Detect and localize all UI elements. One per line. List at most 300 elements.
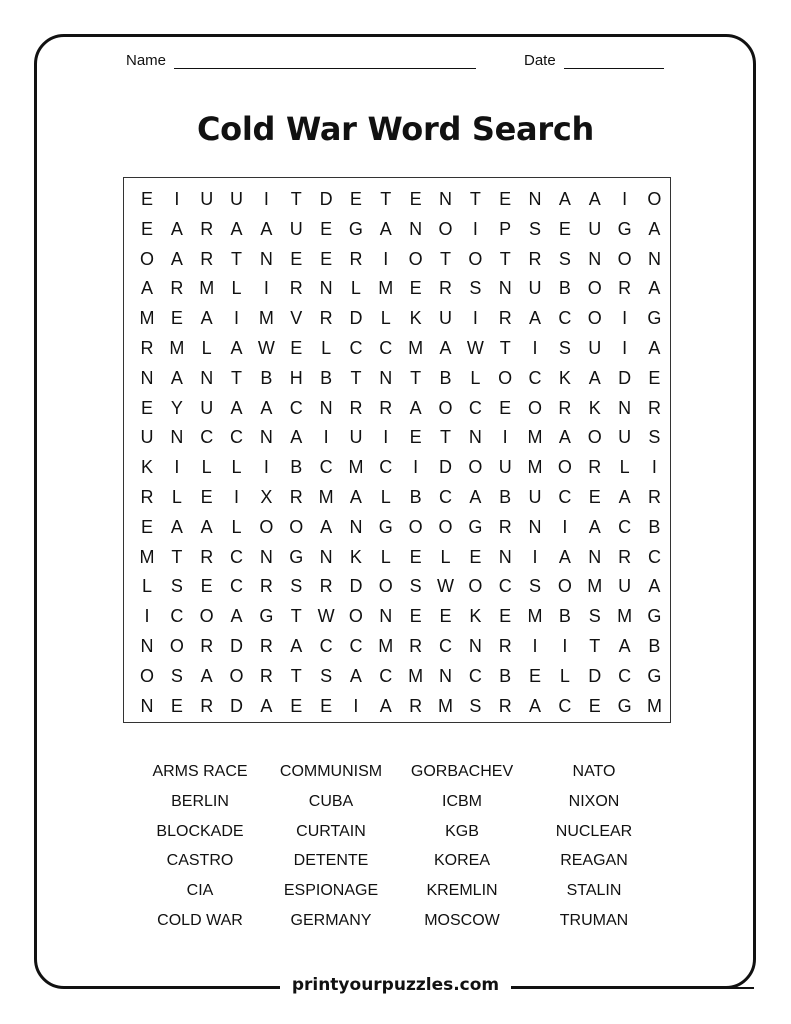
grid-letter[interactable]: N xyxy=(439,665,452,686)
grid-letter[interactable]: D xyxy=(439,457,452,478)
grid-letter[interactable]: E xyxy=(469,546,482,567)
grid-letter[interactable]: B xyxy=(558,606,571,627)
grid-letter[interactable]: L xyxy=(350,278,361,299)
grid-letter[interactable]: U xyxy=(439,308,452,329)
grid-letter[interactable]: L xyxy=(619,457,630,478)
grid-letter[interactable]: E xyxy=(409,278,422,299)
grid-letter[interactable]: A xyxy=(230,338,243,358)
grid-letter[interactable]: E xyxy=(588,695,601,716)
grid-letter[interactable]: I xyxy=(472,218,478,239)
grid-letter[interactable]: A xyxy=(290,427,303,448)
grid-letter[interactable]: T xyxy=(231,248,243,269)
grid-letter[interactable]: R xyxy=(439,278,452,299)
grid-letter[interactable]: C xyxy=(379,665,393,686)
grid-letter[interactable]: C xyxy=(439,636,452,656)
grid-letter[interactable]: A xyxy=(170,516,183,537)
grid-letter[interactable]: R xyxy=(379,397,393,418)
grid-letter[interactable]: L xyxy=(321,338,332,358)
grid-letter[interactable]: R xyxy=(409,636,423,656)
grid-letter[interactable]: O xyxy=(587,308,602,329)
grid-letter[interactable]: B xyxy=(439,367,452,388)
grid-letter[interactable]: U xyxy=(618,576,632,597)
grid-letter[interactable]: I xyxy=(383,427,389,448)
grid-letter[interactable]: N xyxy=(588,248,602,269)
grid-letter[interactable]: N xyxy=(379,606,393,627)
grid-letter[interactable]: O xyxy=(468,457,483,478)
grid-letter[interactable]: N xyxy=(379,367,393,388)
grid-letter[interactable]: M xyxy=(617,606,633,627)
grid-letter[interactable]: R xyxy=(647,487,661,507)
grid-letter[interactable]: U xyxy=(230,189,244,209)
grid-letter[interactable]: O xyxy=(139,248,154,269)
grid-letter[interactable]: U xyxy=(618,427,632,448)
grid-letter[interactable]: U xyxy=(588,218,602,239)
grid-letter[interactable]: R xyxy=(528,248,542,269)
grid-letter[interactable]: D xyxy=(230,636,244,656)
grid-letter[interactable]: U xyxy=(200,189,214,209)
grid-letter[interactable]: D xyxy=(349,576,363,597)
grid-letter[interactable]: V xyxy=(290,308,303,329)
grid-letter[interactable]: C xyxy=(379,457,393,478)
grid-letter[interactable]: O xyxy=(139,665,154,686)
grid-letter[interactable]: I xyxy=(562,636,568,656)
grid-letter[interactable]: N xyxy=(528,189,542,209)
grid-letter[interactable]: A xyxy=(558,427,571,448)
grid-letter[interactable]: G xyxy=(617,218,632,239)
grid-letter[interactable]: L xyxy=(380,487,391,507)
grid-letter[interactable]: E xyxy=(409,546,422,567)
grid-letter[interactable]: A xyxy=(260,695,273,716)
grid-letter[interactable]: B xyxy=(260,367,273,388)
grid-letter[interactable]: A xyxy=(648,338,661,358)
grid-letter[interactable]: B xyxy=(499,487,512,507)
grid-letter[interactable]: A xyxy=(230,218,243,239)
grid-letter[interactable]: A xyxy=(349,487,362,507)
grid-letter[interactable]: E xyxy=(140,516,153,537)
grid-letter[interactable]: E xyxy=(558,218,571,239)
grid-letter[interactable]: T xyxy=(231,367,243,388)
grid-letter[interactable]: U xyxy=(528,487,542,507)
grid-letter[interactable]: X xyxy=(260,487,273,507)
grid-letter[interactable]: D xyxy=(588,665,602,686)
grid-letter[interactable]: C xyxy=(200,427,214,448)
grid-letter[interactable]: G xyxy=(647,308,662,329)
grid-letter[interactable]: R xyxy=(409,695,423,716)
grid-letter[interactable]: L xyxy=(231,457,242,478)
grid-letter[interactable]: N xyxy=(588,546,602,567)
grid-letter[interactable]: G xyxy=(647,665,662,686)
grid-letter[interactable]: R xyxy=(647,397,661,418)
grid-letter[interactable]: C xyxy=(289,397,303,418)
grid-letter[interactable]: R xyxy=(200,248,214,269)
grid-letter[interactable]: C xyxy=(319,636,333,656)
grid-letter[interactable]: B xyxy=(558,278,571,299)
grid-letter[interactable]: T xyxy=(290,606,302,627)
grid-letter[interactable]: N xyxy=(468,427,482,448)
grid-letter[interactable]: M xyxy=(139,546,155,567)
grid-letter[interactable]: C xyxy=(439,487,452,507)
grid-letter[interactable]: I xyxy=(532,546,538,567)
grid-letter[interactable]: S xyxy=(170,665,183,686)
grid-letter[interactable]: O xyxy=(557,576,572,597)
grid-letter[interactable]: E xyxy=(290,248,303,269)
grid-letter[interactable]: G xyxy=(468,516,483,537)
grid-letter[interactable]: L xyxy=(470,367,481,388)
grid-letter[interactable]: C xyxy=(230,576,244,597)
grid-letter[interactable]: C xyxy=(528,367,542,388)
grid-letter[interactable]: U xyxy=(588,338,602,358)
grid-letter[interactable]: N xyxy=(498,278,512,299)
grid-letter[interactable]: N xyxy=(319,546,333,567)
grid-letter[interactable]: E xyxy=(170,695,183,716)
grid-letter[interactable]: R xyxy=(498,308,512,329)
grid-letter[interactable]: G xyxy=(259,606,274,627)
grid-letter[interactable]: W xyxy=(317,606,335,627)
grid-letter[interactable]: M xyxy=(408,338,424,358)
grid-letter[interactable]: R xyxy=(200,695,214,716)
grid-letter[interactable]: E xyxy=(499,189,512,209)
grid-letter[interactable]: C xyxy=(319,457,333,478)
grid-letter[interactable]: R xyxy=(349,397,363,418)
grid-letter[interactable]: T xyxy=(410,367,422,388)
grid-letter[interactable]: A xyxy=(409,397,422,418)
grid-letter[interactable]: E xyxy=(140,397,153,418)
grid-letter[interactable]: N xyxy=(349,516,363,537)
grid-letter[interactable]: M xyxy=(378,636,394,656)
grid-letter[interactable]: E xyxy=(499,606,512,627)
grid-letter[interactable]: O xyxy=(378,576,393,597)
grid-letter[interactable]: T xyxy=(350,367,362,388)
grid-letter[interactable]: C xyxy=(558,695,572,716)
grid-letter[interactable]: N xyxy=(409,218,423,239)
grid-letter[interactable]: S xyxy=(648,427,661,448)
grid-letter[interactable]: E xyxy=(529,665,542,686)
grid-letter[interactable]: O xyxy=(557,457,572,478)
grid-letter[interactable]: C xyxy=(468,665,482,686)
grid-letter[interactable]: C xyxy=(230,546,244,567)
grid-letter[interactable]: R xyxy=(170,278,184,299)
grid-letter[interactable]: W xyxy=(437,576,454,597)
grid-letter[interactable]: N xyxy=(259,546,273,567)
grid-letter[interactable]: A xyxy=(200,308,213,329)
grid-letter[interactable]: E xyxy=(349,189,362,209)
grid-letter[interactable]: L xyxy=(380,546,391,567)
grid-letter[interactable]: N xyxy=(647,248,661,269)
grid-letter[interactable]: T xyxy=(290,665,302,686)
grid-letter[interactable]: R xyxy=(588,457,602,478)
grid-letter[interactable]: I xyxy=(383,248,389,269)
grid-letter[interactable]: L xyxy=(201,338,212,358)
grid-letter[interactable]: P xyxy=(499,218,512,239)
grid-letter[interactable]: T xyxy=(440,427,451,448)
grid-letter[interactable]: R xyxy=(259,665,273,686)
grid-letter[interactable]: C xyxy=(468,397,482,418)
grid-letter[interactable]: A xyxy=(140,278,153,299)
grid-letter[interactable]: M xyxy=(258,308,274,329)
grid-letter[interactable]: A xyxy=(648,576,661,597)
grid-letter[interactable]: O xyxy=(617,248,632,269)
grid-letter[interactable]: R xyxy=(558,397,572,418)
grid-letter[interactable]: A xyxy=(200,516,213,537)
grid-letter[interactable]: C xyxy=(498,576,512,597)
grid-letter[interactable]: N xyxy=(140,636,154,656)
grid-letter[interactable]: W xyxy=(466,338,484,358)
grid-letter[interactable]: R xyxy=(259,636,273,656)
grid-letter[interactable]: B xyxy=(409,487,422,507)
grid-letter[interactable]: B xyxy=(499,665,512,686)
grid-letter[interactable]: O xyxy=(169,636,184,656)
grid-letter[interactable]: G xyxy=(617,695,632,716)
grid-letter[interactable]: R xyxy=(618,278,632,299)
grid-letter[interactable]: U xyxy=(498,457,512,478)
grid-letter[interactable]: C xyxy=(618,516,632,537)
grid-letter[interactable]: H xyxy=(289,367,303,388)
grid-letter[interactable]: M xyxy=(587,576,603,597)
grid-letter[interactable]: A xyxy=(588,367,601,388)
grid-letter[interactable]: N xyxy=(528,516,542,537)
grid-letter[interactable]: M xyxy=(169,338,185,358)
grid-letter[interactable]: R xyxy=(259,576,273,597)
grid-letter[interactable]: N xyxy=(259,248,273,269)
grid-letter[interactable]: E xyxy=(320,218,333,239)
grid-letter[interactable]: B xyxy=(648,516,661,537)
grid-letter[interactable]: W xyxy=(257,338,275,358)
grid-letter[interactable]: O xyxy=(528,397,543,418)
grid-letter[interactable]: E xyxy=(200,487,213,507)
grid-letter[interactable]: R xyxy=(140,338,154,358)
grid-letter[interactable]: E xyxy=(588,487,601,507)
grid-letter[interactable]: O xyxy=(259,516,274,537)
grid-letter[interactable]: E xyxy=(290,695,303,716)
grid-letter[interactable]: E xyxy=(200,576,213,597)
grid-letter[interactable]: M xyxy=(139,308,155,329)
grid-letter[interactable]: B xyxy=(320,367,333,388)
grid-letter[interactable]: S xyxy=(469,695,482,716)
grid-letter[interactable]: N xyxy=(319,278,333,299)
grid-letter[interactable]: N xyxy=(498,546,512,567)
grid-letter[interactable]: E xyxy=(409,427,422,448)
grid-letter[interactable]: T xyxy=(171,546,183,567)
grid-letter[interactable]: I xyxy=(144,606,150,627)
grid-letter[interactable]: A xyxy=(260,218,273,239)
grid-letter[interactable]: B xyxy=(290,457,303,478)
grid-letter[interactable]: A xyxy=(529,695,542,716)
grid-letter[interactable]: N xyxy=(140,695,154,716)
grid-letter[interactable]: D xyxy=(618,367,632,388)
grid-letter[interactable]: A xyxy=(618,636,631,656)
grid-letter[interactable]: I xyxy=(263,457,269,478)
grid-letter[interactable]: N xyxy=(319,397,333,418)
grid-letter[interactable]: T xyxy=(589,636,601,656)
grid-letter[interactable]: T xyxy=(380,189,392,209)
grid-letter[interactable]: A xyxy=(648,278,661,299)
grid-letter[interactable]: G xyxy=(378,516,393,537)
grid-letter[interactable]: A xyxy=(379,218,392,239)
grid-letter[interactable]: G xyxy=(647,606,662,627)
grid-letter[interactable]: A xyxy=(170,248,183,269)
grid-letter[interactable]: E xyxy=(409,606,422,627)
grid-letter[interactable]: E xyxy=(290,338,303,358)
grid-letter[interactable]: R xyxy=(498,636,512,656)
grid-letter[interactable]: R xyxy=(498,695,512,716)
grid-letter[interactable]: O xyxy=(587,278,602,299)
grid-letter[interactable]: E xyxy=(140,218,153,239)
grid-letter[interactable]: M xyxy=(408,665,424,686)
grid-letter[interactable]: I xyxy=(413,457,419,478)
grid-letter[interactable]: E xyxy=(320,248,333,269)
grid-letter[interactable]: N xyxy=(618,397,632,418)
grid-letter[interactable]: O xyxy=(289,516,304,537)
grid-letter[interactable]: D xyxy=(230,695,244,716)
grid-letter[interactable]: R xyxy=(289,278,303,299)
grid-letter[interactable]: N xyxy=(259,427,273,448)
grid-letter[interactable]: C xyxy=(558,487,572,507)
grid-letter[interactable]: T xyxy=(469,189,481,209)
grid-letter[interactable]: G xyxy=(289,546,304,567)
grid-letter[interactable]: S xyxy=(558,338,571,358)
grid-letter[interactable]: U xyxy=(200,397,214,418)
grid-letter[interactable]: O xyxy=(408,516,423,537)
grid-letter[interactable]: C xyxy=(349,338,363,358)
grid-letter[interactable]: K xyxy=(588,397,601,418)
grid-letter[interactable]: L xyxy=(201,457,212,478)
grid-letter[interactable]: C xyxy=(379,338,393,358)
grid-letter[interactable]: G xyxy=(348,218,363,239)
grid-letter[interactable]: A xyxy=(170,218,183,239)
grid-letter[interactable]: M xyxy=(527,606,543,627)
grid-letter[interactable]: R xyxy=(319,308,333,329)
grid-letter[interactable]: E xyxy=(439,606,452,627)
grid-letter[interactable]: L xyxy=(231,278,242,299)
grid-letter[interactable]: O xyxy=(438,516,453,537)
grid-letter[interactable]: R xyxy=(200,636,214,656)
grid-letter[interactable]: L xyxy=(380,308,391,329)
grid-letter[interactable]: S xyxy=(290,576,303,597)
grid-letter[interactable]: K xyxy=(409,308,422,329)
grid-letter[interactable]: E xyxy=(648,367,661,388)
grid-letter[interactable]: N xyxy=(140,367,154,388)
grid-letter[interactable]: I xyxy=(622,338,628,358)
grid-letter[interactable]: O xyxy=(408,248,423,269)
grid-letter[interactable]: E xyxy=(499,397,512,418)
grid-letter[interactable]: S xyxy=(409,576,422,597)
grid-letter[interactable]: U xyxy=(528,278,542,299)
grid-letter[interactable]: C xyxy=(349,636,363,656)
grid-letter[interactable]: R xyxy=(200,218,214,239)
grid-letter[interactable]: E xyxy=(140,189,153,209)
grid-letter[interactable]: A xyxy=(588,189,601,209)
grid-letter[interactable]: U xyxy=(289,218,303,239)
grid-letter[interactable]: S xyxy=(469,278,482,299)
grid-letter[interactable]: E xyxy=(409,189,422,209)
grid-letter[interactable]: T xyxy=(290,189,302,209)
grid-letter[interactable]: E xyxy=(170,308,183,329)
grid-letter[interactable]: A xyxy=(379,695,392,716)
grid-letter[interactable]: K xyxy=(469,606,482,627)
grid-letter[interactable]: A xyxy=(469,487,482,507)
grid-letter[interactable]: S xyxy=(170,576,183,597)
grid-letter[interactable]: B xyxy=(648,636,661,656)
grid-letter[interactable]: C xyxy=(230,427,244,448)
grid-letter[interactable]: K xyxy=(349,546,362,567)
grid-letter[interactable]: I xyxy=(353,695,359,716)
grid-letter[interactable]: N xyxy=(200,367,214,388)
grid-letter[interactable]: O xyxy=(348,606,363,627)
grid-letter[interactable]: C xyxy=(558,308,572,329)
grid-letter[interactable]: I xyxy=(174,189,180,209)
grid-letter[interactable]: M xyxy=(378,278,394,299)
grid-letter[interactable]: L xyxy=(141,576,152,597)
grid-letter[interactable]: I xyxy=(532,636,538,656)
grid-letter[interactable]: A xyxy=(618,487,631,507)
grid-letter[interactable]: A xyxy=(230,606,243,627)
grid-letter[interactable]: S xyxy=(529,218,542,239)
date-line[interactable] xyxy=(564,55,664,69)
grid-letter[interactable]: S xyxy=(320,665,333,686)
grid-letter[interactable]: A xyxy=(558,189,571,209)
grid-letter[interactable]: M xyxy=(348,457,364,478)
grid-letter[interactable]: O xyxy=(438,218,453,239)
grid-letter[interactable]: I xyxy=(234,487,240,507)
grid-letter[interactable]: A xyxy=(230,397,243,418)
grid-letter[interactable]: A xyxy=(349,665,362,686)
grid-letter[interactable]: I xyxy=(263,278,269,299)
grid-letter[interactable]: T xyxy=(499,248,511,269)
grid-letter[interactable]: K xyxy=(140,457,153,478)
grid-letter[interactable]: N xyxy=(170,427,184,448)
grid-letter[interactable]: U xyxy=(140,427,154,448)
grid-letter[interactable]: U xyxy=(349,427,363,448)
grid-letter[interactable]: M xyxy=(318,487,334,507)
grid-letter[interactable]: A xyxy=(320,516,333,537)
grid-letter[interactable]: I xyxy=(234,308,240,329)
grid-letter[interactable]: I xyxy=(472,308,478,329)
grid-letter[interactable]: O xyxy=(647,189,662,209)
grid-letter[interactable]: R xyxy=(140,487,154,507)
grid-letter[interactable]: I xyxy=(502,427,508,448)
grid-letter[interactable]: I xyxy=(651,457,657,478)
grid-letter[interactable]: T xyxy=(499,338,511,358)
grid-letter[interactable]: A xyxy=(260,397,273,418)
grid-letter[interactable]: Y xyxy=(170,397,183,418)
grid-letter[interactable]: I xyxy=(263,189,269,209)
grid-letter[interactable]: M xyxy=(527,427,543,448)
grid-letter[interactable]: M xyxy=(527,457,543,478)
grid-letter[interactable]: R xyxy=(289,487,303,507)
grid-letter[interactable]: I xyxy=(622,308,628,329)
grid-letter[interactable]: I xyxy=(532,338,538,358)
grid-letter[interactable]: T xyxy=(440,248,451,269)
grid-letter[interactable]: A xyxy=(648,218,661,239)
grid-letter[interactable]: A xyxy=(529,308,542,329)
grid-letter[interactable]: L xyxy=(440,546,451,567)
grid-letter[interactable]: A xyxy=(439,338,452,358)
grid-letter[interactable]: L xyxy=(559,665,570,686)
name-line[interactable] xyxy=(174,55,476,69)
grid-letter[interactable]: R xyxy=(349,248,363,269)
grid-letter[interactable]: O xyxy=(229,665,244,686)
grid-letter[interactable]: E xyxy=(320,695,333,716)
grid-letter[interactable]: D xyxy=(349,308,363,329)
grid-letter[interactable]: S xyxy=(588,606,601,627)
grid-letter[interactable]: O xyxy=(587,427,602,448)
grid-letter[interactable]: N xyxy=(439,189,452,209)
grid-letter[interactable]: M xyxy=(199,278,215,299)
grid-letter[interactable]: I xyxy=(174,457,180,478)
grid-letter[interactable]: O xyxy=(438,397,453,418)
grid-letter[interactable]: M xyxy=(438,695,453,716)
grid-letter[interactable]: L xyxy=(231,516,242,537)
